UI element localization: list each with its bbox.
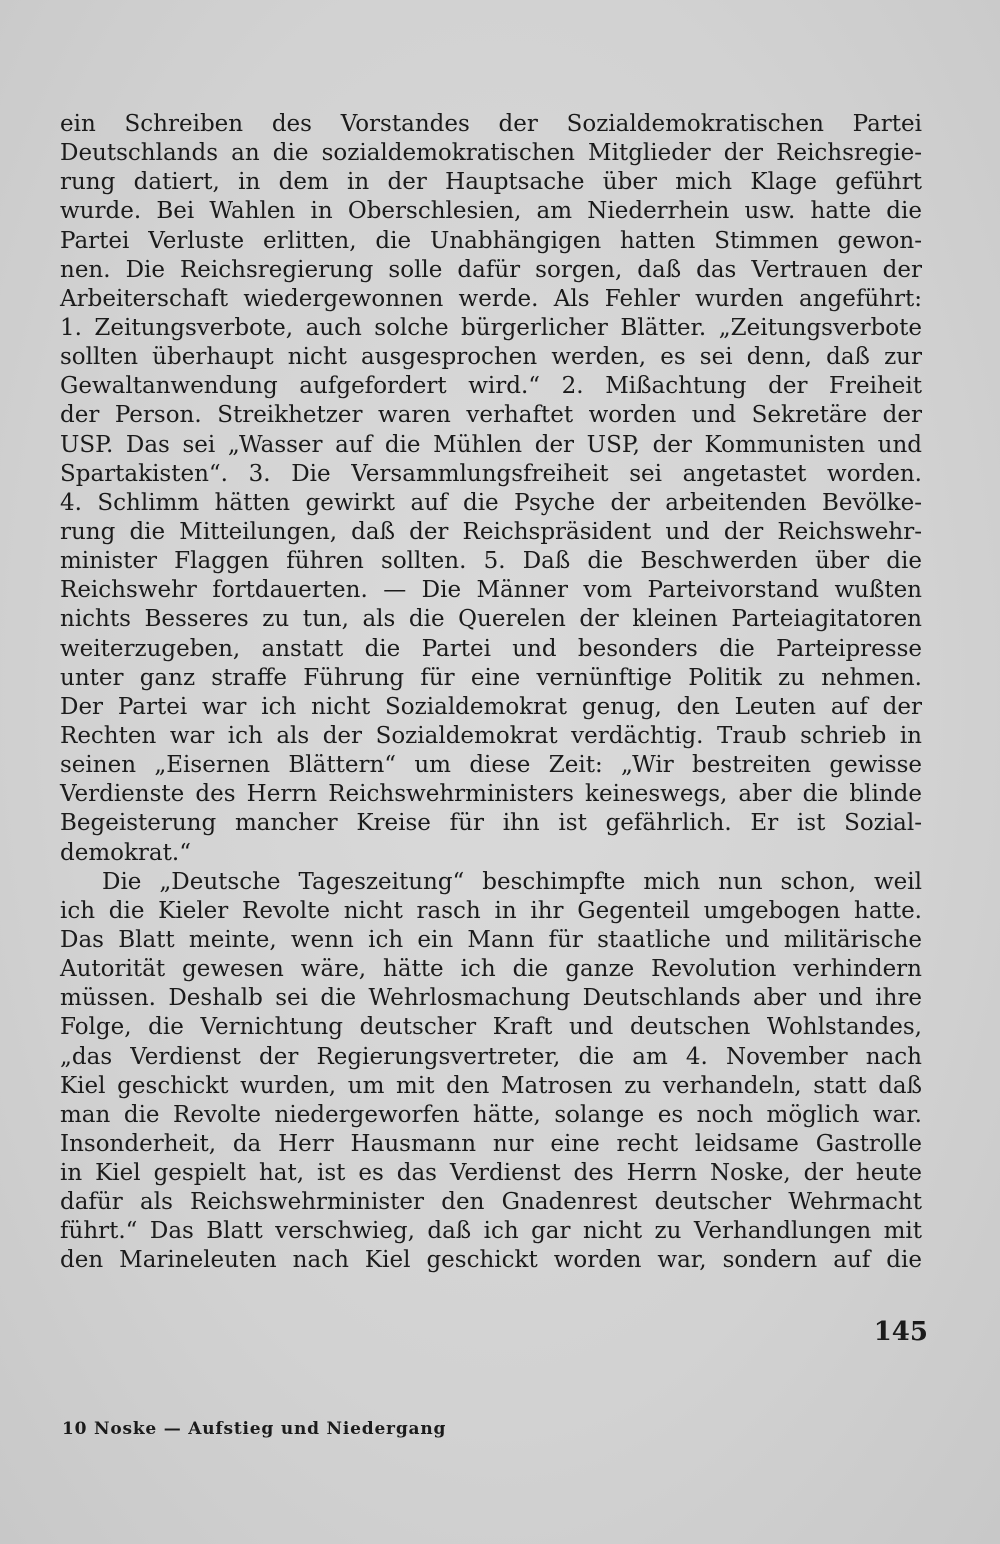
text-line: Reichswehr fortdauerten. — Die Männer vom Parteivorstand wußten <box>60 577 922 604</box>
paragraph-start-line: Die „Deutsche Tageszeitung“ beschimpfte mich nun schon, weil <box>102 868 922 895</box>
text-line: Folge, die Vernichtung deutscher Kraft und deutschen Wohlstandes, <box>60 1014 922 1041</box>
text-line: Verdienste des Herrn Reichswehrministers keineswegs, aber die blinde <box>60 781 922 808</box>
text-line: Kiel geschickt wurden, um mit den Matrosen zu verhandeln, statt daß <box>60 1072 922 1099</box>
text-line: sollten überhaupt nicht ausgesprochen werden, es sei denn, daß zur <box>60 344 922 371</box>
text-line: weiterzugeben, anstatt die Partei und besonders die Parteipresse <box>60 635 922 662</box>
text-line: dafür als Reichswehrminister den Gnadenrest deutscher Wehrmacht <box>60 1189 922 1216</box>
text-line: unter ganz straffe Führung für eine vernünftige Politik zu nehmen. <box>60 664 922 691</box>
text-line: nichts Besseres zu tun, als die Querelen der kleinen Parteiagitatoren <box>60 606 922 633</box>
text-line: Das Blatt meinte, wenn ich ein Mann für staatliche und militärische <box>60 926 922 953</box>
text-line: rung die Mitteilungen, daß der Reichspräsident und der Reichswehr- <box>60 518 922 545</box>
printer-signature: 10 Noske — Aufstieg und Niedergang <box>62 1419 447 1439</box>
text-line: Rechten war ich als der Sozialdemokrat verdächtig. Traub schrieb in <box>60 722 922 749</box>
text-line: den Marineleuten nach Kiel geschickt worden war, sondern auf die <box>60 1247 922 1274</box>
text-line: ich die Kieler Revolte nicht rasch in ihr Gegenteil umgebogen hatte. <box>60 897 922 924</box>
text-line: wurde. Bei Wahlen in Oberschlesien, am Niederrhein usw. hatte die <box>60 198 922 225</box>
text-line: „das Verdienst der Regierungsvertreter, die am 4. November nach <box>60 1043 922 1070</box>
text-line: Gewaltanwendung aufgefordert wird.“ 2. Mißachtung der Freiheit <box>60 373 922 400</box>
text-line: seinen „Eisernen Blättern“ um diese Zeit: „Wir bestreiten gewisse <box>60 752 922 779</box>
text-line: Insonderheit, da Herr Hausmann nur eine recht leidsame Gastrolle <box>60 1130 922 1157</box>
text-line: 1. Zeitungsverbote, auch solche bürgerlicher Blätter. „Zeitungsverbote <box>60 314 922 341</box>
text-line: in Kiel gespielt hat, ist es das Verdienst des Herrn Noske, der heute <box>60 1160 922 1187</box>
paragraph-end-line: demokrat.“ <box>60 839 191 866</box>
body-text <box>60 110 922 1276</box>
text-line: Partei Verluste erlitten, die Unabhängigen hatten Stimmen gewon- <box>60 227 922 254</box>
text-line: Deutschlands an die sozialdemokratischen Mitglieder der Reichsregie- <box>60 140 922 167</box>
text-line: USP. Das sei „Wasser auf die Mühlen der USP, der Kommunisten und <box>60 431 922 458</box>
text-line: Autorität gewesen wäre, hätte ich die ganze Revolution verhindern <box>60 956 922 983</box>
text-line: minister Flaggen führen sollten. 5. Daß die Beschwerden über die <box>60 548 922 575</box>
text-line: der Person. Streikhetzer waren verhaftet worden und Sekretäre der <box>60 402 922 429</box>
text-line: müssen. Deshalb sei die Wehrlosmachung Deutschlands aber und ihre <box>60 985 922 1012</box>
text-line: führt.“ Das Blatt verschwieg, daß ich gar nicht zu Verhandlungen mit <box>60 1218 922 1245</box>
text-line: man die Revolte niedergeworfen hätte, solange es noch möglich war. <box>60 1101 922 1128</box>
text-line: ein Schreiben des Vorstandes der Sozialdemokratischen Partei <box>60 111 922 137</box>
text-line: 4. Schlimm hätten gewirkt auf die Psyche der arbeitenden Bevölke- <box>60 489 922 516</box>
page-number: 145 <box>873 1317 928 1347</box>
text-line: Begeisterung mancher Kreise für ihn ist gefährlich. Er ist Sozial- <box>60 810 922 837</box>
text-line: rung datiert, in dem in der Hauptsache über mich Klage geführt <box>60 169 922 196</box>
text-line: Der Partei war ich nicht Sozialdemokrat genug, den Leuten auf der <box>60 693 922 720</box>
text-line: Arbeiterschaft wiedergewonnen werde. Als Fehler wurden angeführt: <box>60 285 922 312</box>
text-line: Spartakisten“. 3. Die Versammlungsfreiheit sei angetastet worden. <box>60 460 922 487</box>
text-line: nen. Die Reichsregierung solle dafür sorgen, daß das Vertrauen der <box>60 256 922 283</box>
